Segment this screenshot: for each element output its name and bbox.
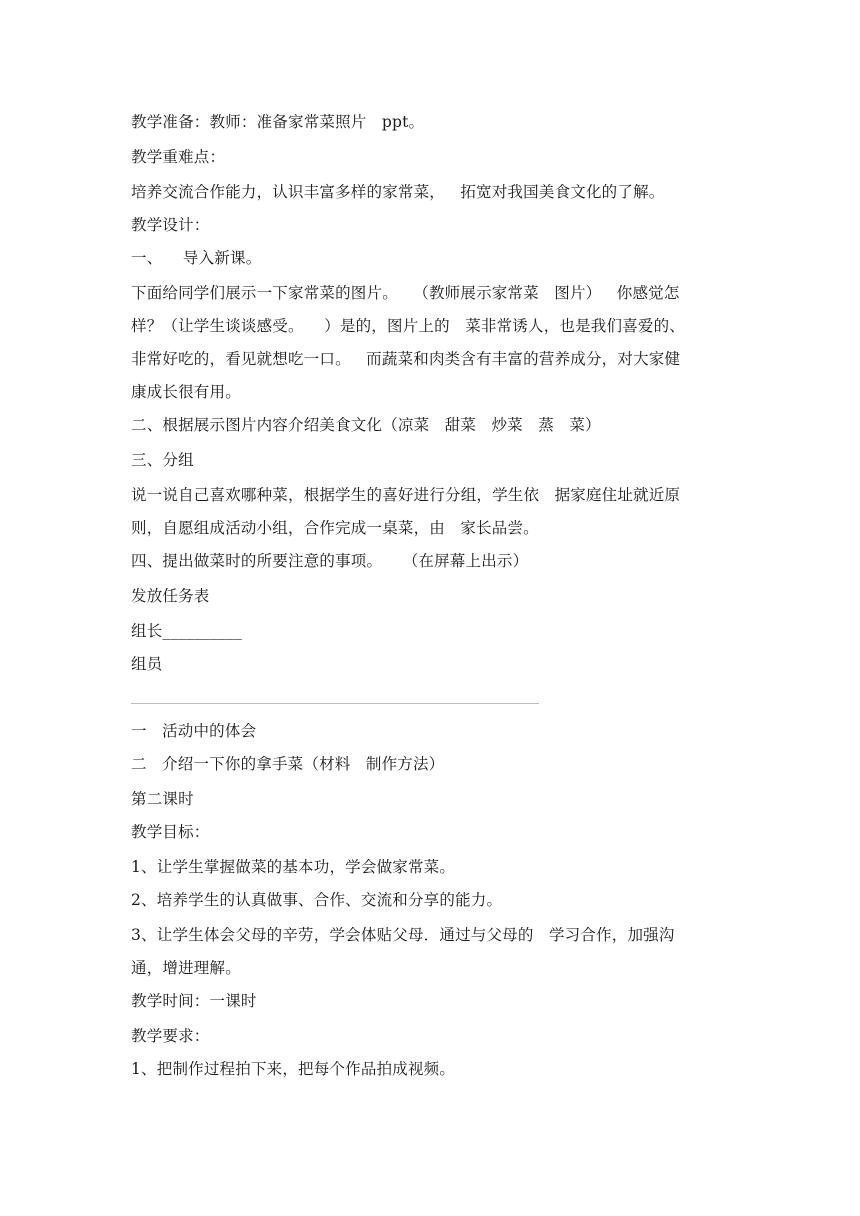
requirement-item: 1、把制作过程拍下来，把每个作品拍成视频。 bbox=[131, 1060, 456, 1078]
section-4-heading: 四、提出做菜时的所要注意的事项。 （在屏幕上出示） bbox=[131, 552, 529, 570]
objective-item: 3、让学生体会父母的辛劳，学会体贴父母．通过与父母的 学习合作，加强沟 bbox=[131, 926, 675, 944]
blank-line-rule bbox=[131, 703, 539, 704]
section-3-heading: 三、分组 bbox=[131, 451, 194, 469]
objectives-heading: 教学目标： bbox=[131, 823, 210, 841]
group-leader-field: 组长__________ bbox=[131, 622, 242, 640]
objective-item: 1、让学生掌握做菜的基本功，学会做家常菜。 bbox=[131, 858, 456, 876]
lesson-time: 教学时间：一课时 bbox=[131, 992, 257, 1010]
objective-item: 2、培养学生的认真做事、合作、交流和分享的能力。 bbox=[131, 891, 503, 909]
group-members-label: 组员 bbox=[131, 655, 163, 673]
objective-item-continued: 通，增进理解。 bbox=[131, 959, 241, 977]
design-heading: 教学设计： bbox=[131, 216, 210, 234]
paragraph-line: 说一说自己喜欢哪种菜，根据学生的喜好进行分组，学生依 据家庭住址就近原 bbox=[131, 486, 681, 504]
section-1-heading: 一、 导入新课。 bbox=[131, 249, 262, 267]
section-2-heading: 二、根据展示图片内容介绍美食文化（凉菜 甜菜 炒菜 蒸 菜） bbox=[131, 416, 601, 434]
requirements-heading: 教学要求： bbox=[131, 1027, 210, 1045]
paragraph-line: 康成长很有用。 bbox=[131, 383, 241, 401]
second-lesson-heading: 第二课时 bbox=[131, 790, 194, 808]
key-points-heading: 教学重难点： bbox=[131, 148, 226, 166]
paragraph-line: 非常好吃的，看见就想吃一口。 而蔬菜和肉类含有丰富的营养成分，对大家健 bbox=[131, 350, 681, 368]
list-item: 二 介绍一下你的拿手菜（材料 制作方法） bbox=[131, 755, 445, 773]
key-points-text: 培养交流合作能力，认识丰富多样的家常菜， 拓宽对我国美食文化的了解。 bbox=[131, 183, 665, 201]
paragraph-line: 样？（让学生谈谈感受。 ）是的，图片上的 菜非常诱人，也是我们喜爱的、 bbox=[131, 317, 685, 335]
paragraph-line: 下面给同学们展示一下家常菜的图片。 （教师展示家常菜 图片） 你感觉怎 bbox=[131, 284, 680, 302]
list-item: 一 活动中的体会 bbox=[131, 722, 257, 740]
prep-line: 教学准备：教师：准备家常菜照片 ppt。 bbox=[131, 113, 425, 131]
task-sheet-label: 发放任务表 bbox=[131, 587, 210, 605]
paragraph-line: 则，自愿组成活动小组，合作完成一桌菜，由 家长品尝。 bbox=[131, 519, 539, 537]
